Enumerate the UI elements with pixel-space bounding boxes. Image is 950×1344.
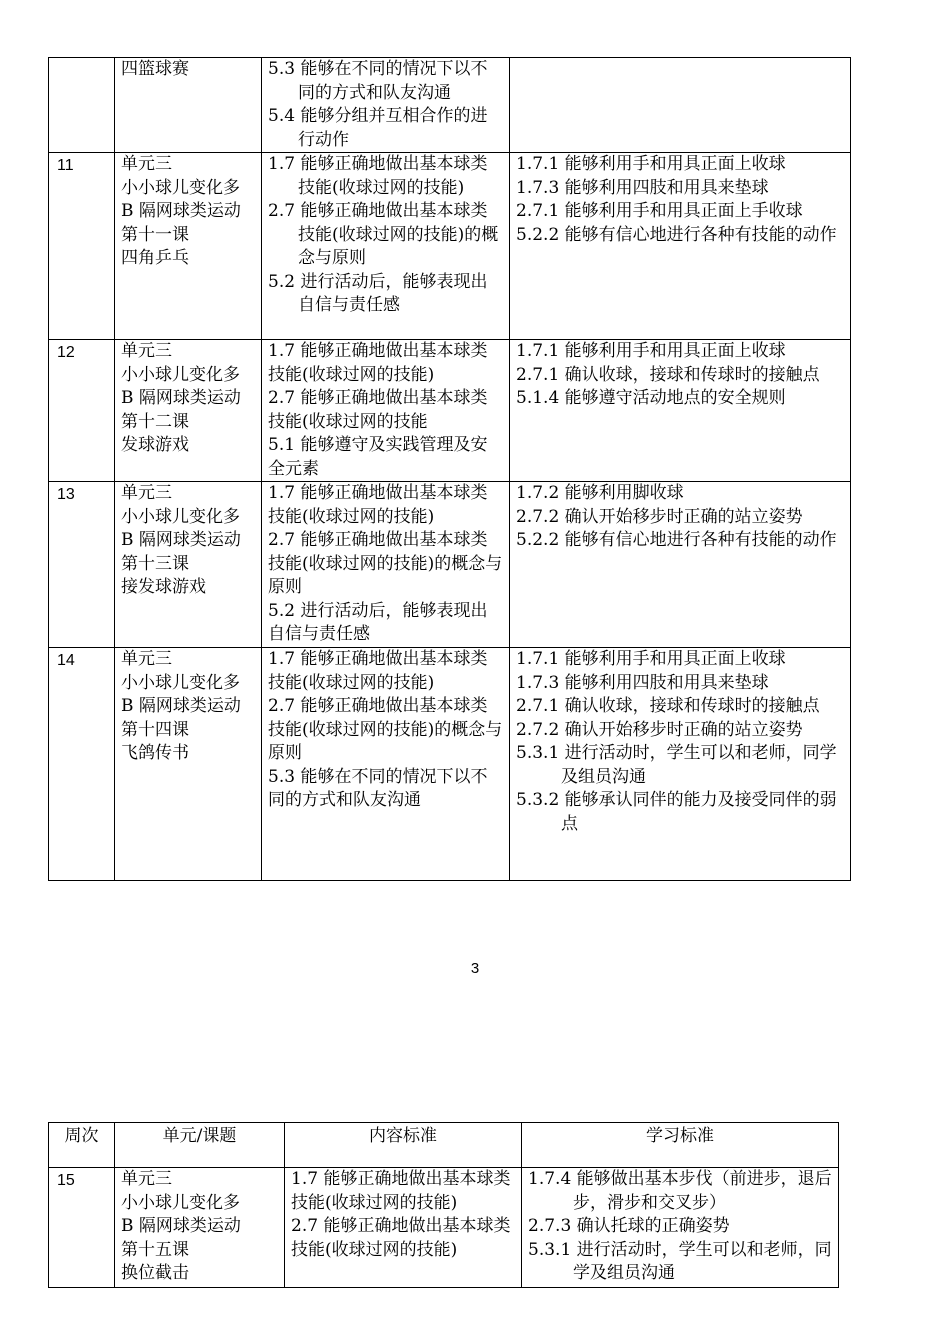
standard-item: 5.4 能够分组并互相合作的进行动作 xyxy=(268,106,488,150)
learning-standard xyxy=(510,482,851,648)
standard-item: 1.7 能够正确地做出基本球类技能(收球过网的技能) xyxy=(268,154,488,198)
standard-item: 2.7.3 确认托球的正确姿势 xyxy=(528,1216,730,1236)
standard-item: 2.7 能够正确地做出基本球类技能(收球过网的技能)的概念与原则 xyxy=(268,530,503,597)
standards-table-page3 xyxy=(48,57,851,881)
standard-item: 1.7 能够正确地做出基本球类技能(收球过网的技能) xyxy=(268,483,488,527)
unit-line: B 隔网球类运动 xyxy=(121,201,241,221)
standard-item: 5.1.4 能够遵守活动地点的安全规则 xyxy=(516,388,786,408)
standard-item: 2.7.1 确认收球，接球和传球时的接触点 xyxy=(516,364,820,385)
standard-item: 1.7.1 能够利用手和用具正面上收球 xyxy=(516,154,786,174)
header-learning-standard: 学习标准 xyxy=(522,1123,839,1168)
standard-item: 2.7 能够正确地做出基本球类技能(收球过网的技能) xyxy=(291,1216,511,1260)
standard-item: 5.3.2 能够承认同伴的能力及接受同伴的弱点 xyxy=(516,790,837,834)
week-number: 11 xyxy=(49,153,115,340)
week-number xyxy=(49,58,115,153)
unit-line: 小小球儿变化多 xyxy=(121,506,240,527)
unit-line: 换位截击 xyxy=(121,1263,189,1283)
week-number: 12 xyxy=(49,340,115,482)
standard-item: 5.3 能够在不同的情况下以不同的方式和队友沟通 xyxy=(268,59,488,103)
table-row xyxy=(49,340,851,482)
standard-item: 5.2.2 能够有信心地进行各种有技能的动作 xyxy=(516,530,837,550)
standard-item: 1.7 能够正确地做出基本球类技能(收球过网的技能) xyxy=(268,341,488,385)
table-row xyxy=(49,648,851,881)
unit-line: B 隔网球类运动 xyxy=(121,696,241,716)
standard-item: 2.7.2 确认开始移步时正确的站立姿势 xyxy=(516,719,803,740)
unit-line: 小小球儿变化多 xyxy=(121,177,240,198)
standard-item: 1.7 能够正确地做出基本球类技能(收球过网的技能) xyxy=(268,649,488,693)
learning-standard xyxy=(510,153,851,340)
learning-standard xyxy=(510,340,851,482)
unit-title xyxy=(115,648,262,881)
learning-standard xyxy=(510,58,851,153)
unit-line: 接发球游戏 xyxy=(121,577,206,597)
unit-line: 单元三 xyxy=(121,154,172,174)
learning-standard xyxy=(522,1168,839,1288)
standard-item: 5.3.1 进行活动时，学生可以和老师，同学及组员沟通 xyxy=(516,743,837,787)
standard-item: 5.3 能够在不同的情况下以不同的方式和队友沟通 xyxy=(268,766,488,810)
week-number: 13 xyxy=(49,482,115,648)
standard-item: 1.7.3 能够利用四肢和用具来垫球 xyxy=(516,672,769,693)
unit-line: 单元三 xyxy=(121,1169,172,1189)
standard-item: 5.2 进行活动后，能够表现出自信与责任感 xyxy=(268,600,488,644)
standard-item: 5.3.1 进行活动时，学生可以和老师，同学及组员沟通 xyxy=(528,1239,832,1283)
standard-item: 2.7.2 确认开始移步时正确的站立姿势 xyxy=(516,506,803,527)
standard-item: 5.2.2 能够有信心地进行各种有技能的动作 xyxy=(516,224,837,245)
content-standard xyxy=(262,340,510,482)
unit-line: 四角乒乓 xyxy=(121,248,189,268)
unit-line: B 隔网球类运动 xyxy=(121,388,241,408)
content-standard xyxy=(262,153,510,340)
header-content-standard: 内容标准 xyxy=(285,1123,522,1168)
unit-line: 小小球儿变化多 xyxy=(121,364,240,385)
unit-line: 单元三 xyxy=(121,649,172,669)
unit-line: 第十四课 xyxy=(121,719,189,740)
standard-item: 5.2 进行活动后，能够表现出自信与责任感 xyxy=(268,271,488,315)
unit-line: 第十二课 xyxy=(121,411,189,432)
standard-item: 1.7.4 能够做出基本步伐（前进步，退后步，滑步和交叉步） xyxy=(528,1169,832,1213)
unit-line: 四篮球赛 xyxy=(121,59,189,79)
unit-title xyxy=(115,482,262,648)
table-header-row xyxy=(49,1123,839,1168)
table-row xyxy=(49,482,851,648)
standard-item: 1.7.3 能够利用四肢和用具来垫球 xyxy=(516,177,769,198)
unit-title xyxy=(115,153,262,340)
header-week: 周次 xyxy=(49,1123,115,1168)
unit-line: 第十三课 xyxy=(121,553,189,574)
standard-item: 2.7.1 能够利用手和用具正面上手收球 xyxy=(516,201,803,221)
unit-title xyxy=(115,340,262,482)
table-row xyxy=(49,1168,839,1288)
unit-line: 单元三 xyxy=(121,341,172,361)
unit-line: B 隔网球类运动 xyxy=(121,530,241,550)
standard-item: 2.7 能够正确地做出基本球类技能(收球过网的技能)的概念与原则 xyxy=(268,201,499,268)
week-number: 14 xyxy=(49,648,115,881)
content-standard xyxy=(285,1168,522,1288)
unit-line: 发球游戏 xyxy=(121,435,189,455)
standards-table-page4 xyxy=(48,1122,839,1288)
unit-title xyxy=(115,58,262,153)
unit-line: 小小球儿变化多 xyxy=(121,672,240,693)
unit-line: 第十五课 xyxy=(121,1239,189,1260)
standard-item: 5.1 能够遵守及实践管理及安全元素 xyxy=(268,435,488,479)
content-standard xyxy=(262,482,510,648)
page-number: 3 xyxy=(470,960,480,977)
standard-item: 1.7 能够正确地做出基本球类技能(收球过网的技能) xyxy=(291,1169,511,1213)
content-standard xyxy=(262,58,510,153)
standard-item: 1.7.1 能够利用手和用具正面上收球 xyxy=(516,649,786,669)
standard-item: 2.7 能够正确地做出基本球类技能(收球过网的技能 xyxy=(268,388,488,432)
unit-line: 第十一课 xyxy=(121,224,189,245)
learning-standard xyxy=(510,648,851,881)
header-unit: 单元/课题 xyxy=(115,1123,285,1168)
unit-line: B 隔网球类运动 xyxy=(121,1216,241,1236)
table-row xyxy=(49,153,851,340)
week-number: 15 xyxy=(49,1168,115,1288)
content-standard xyxy=(262,648,510,881)
standard-item: 2.7 能够正确地做出基本球类技能(收球过网的技能)的概念与原则 xyxy=(268,696,503,763)
table-row xyxy=(49,58,851,153)
unit-line: 小小球儿变化多 xyxy=(121,1192,240,1213)
standard-item: 2.7.1 确认收球，接球和传球时的接触点 xyxy=(516,696,820,716)
unit-line: 飞鸽传书 xyxy=(121,743,189,763)
standard-item: 1.7.1 能够利用手和用具正面上收球 xyxy=(516,341,786,361)
unit-title xyxy=(115,1168,285,1288)
unit-line: 单元三 xyxy=(121,483,172,503)
standard-item: 1.7.2 能够利用脚收球 xyxy=(516,483,684,503)
